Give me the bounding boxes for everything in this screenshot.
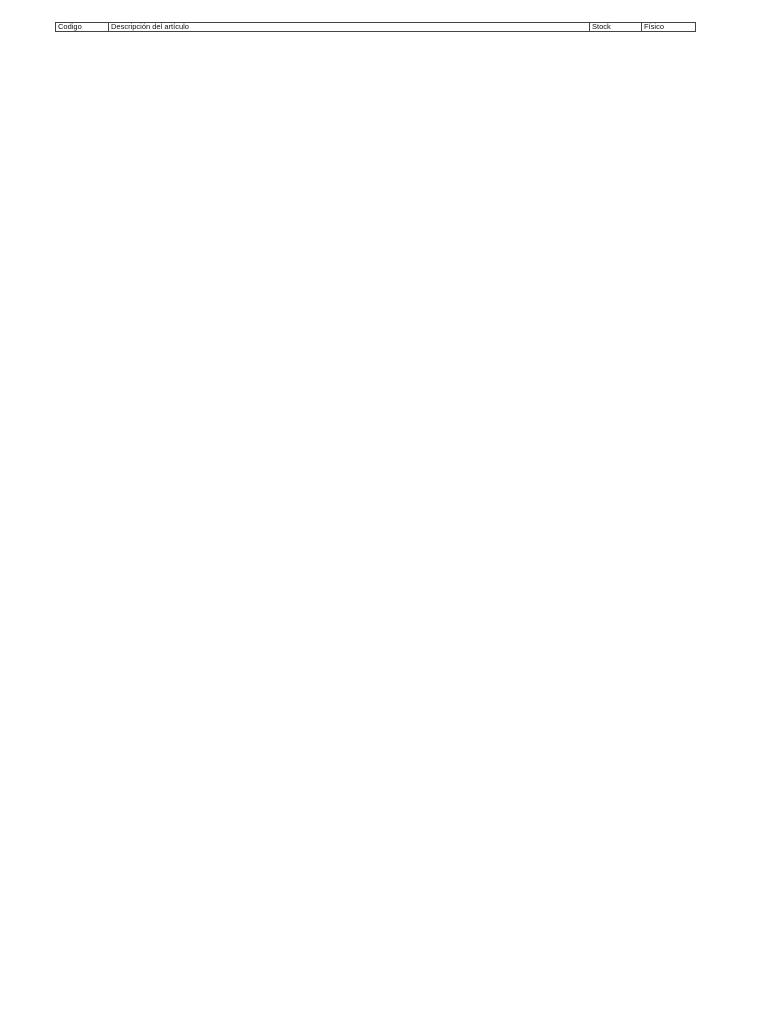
column-header-fisico: Físico [642, 23, 696, 32]
inventory-table [55, 22, 696, 32]
column-header-stock: Stock [590, 23, 642, 32]
inventory-table-block-1 [55, 22, 695, 32]
column-header-code: Codigo [56, 23, 109, 32]
column-header-description: Descripción del artículo [109, 23, 590, 32]
table-header-row [56, 23, 696, 32]
